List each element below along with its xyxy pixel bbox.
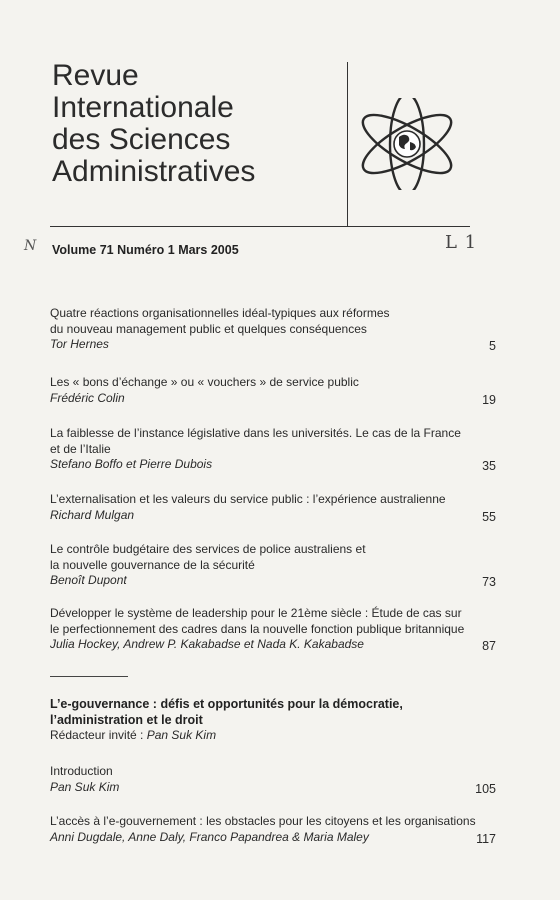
journal-title-line: des Sciences xyxy=(52,123,231,156)
toc-entry[interactable] xyxy=(50,606,496,653)
journal-title-line: Internationale xyxy=(52,91,234,124)
toc-entry-title: Les « bons d’échange » ou « vouchers » de service public xyxy=(50,375,359,389)
toc-entry-page: 117 xyxy=(476,831,496,846)
toc-entry-title: la nouvelle gouvernance de la sécurité xyxy=(50,557,255,572)
section-title: L’e-gouvernance : défis et opportunités pour la démocratie, xyxy=(50,697,403,711)
handwritten-mark-right: L 1 xyxy=(445,232,478,253)
toc-entry[interactable] xyxy=(50,764,496,795)
toc-entry-author: Tor Hernes xyxy=(50,337,109,351)
toc-entry[interactable] xyxy=(50,375,496,406)
toc-entry-title: du nouveau management public et quelques conséquences xyxy=(50,321,367,336)
volume-issue-date: Volume 71 Numéro 1 Mars 2005 xyxy=(52,243,239,257)
toc-entry-page: 105 xyxy=(475,781,496,796)
toc-entry-title: La faiblesse de l’instance législative dans les universités. Le cas de la France xyxy=(50,426,461,440)
toc-entry-title: Introduction xyxy=(50,764,113,778)
handwritten-mark-left: N xyxy=(24,238,37,254)
toc-entry-page: 55 xyxy=(482,509,496,524)
section-separator xyxy=(50,676,128,677)
vertical-divider xyxy=(347,62,348,227)
journal-title xyxy=(52,60,255,188)
toc-entry-author: Pan Suk Kim xyxy=(50,779,120,794)
toc-entry-author: Richard Mulgan xyxy=(50,507,135,522)
toc-entry-page: 5 xyxy=(489,339,496,353)
toc-entry-author: Anni Dugdale, Anne Daly, Franco Papandrea & Maria Maley xyxy=(50,829,369,844)
toc-entry-page: 19 xyxy=(482,392,496,407)
guest-editor-name: Pan Suk Kim xyxy=(146,728,217,742)
horizontal-divider xyxy=(50,226,470,227)
journal-title-line: Revue xyxy=(52,59,139,92)
atom-globe-logo-icon xyxy=(352,98,462,190)
toc-entry[interactable] xyxy=(50,814,496,845)
toc-entry[interactable] xyxy=(50,426,496,473)
journal-title-line: Administratives xyxy=(52,155,256,188)
toc-entry-title: L’externalisation et les valeurs du service public : l’expérience australienne xyxy=(50,492,446,506)
guest-editor-line xyxy=(50,728,470,744)
toc-entry-title: et de l’Italie xyxy=(50,441,111,456)
toc-entry-title: Quatre réactions organisationnelles idéal-typiques aux réformes xyxy=(50,306,390,320)
toc-entry-page: 35 xyxy=(482,459,496,473)
toc-entry-page: 87 xyxy=(482,639,496,653)
toc-entry-author: Benoît Dupont xyxy=(50,573,127,587)
toc-entry-title: le perfectionnement des cadres dans la nouvelle fonction publique britannique xyxy=(50,621,465,636)
toc-entry-page: 73 xyxy=(482,575,496,589)
guest-editor-label: Rédacteur invité : xyxy=(50,728,147,742)
toc-entry-author: Frédéric Colin xyxy=(50,390,125,405)
toc-entry-author: Julia Hockey, Andrew P. Kakabadse et Nada K. Kakabadse xyxy=(50,637,364,651)
section-title: l’administration et le droit xyxy=(50,712,203,727)
toc-entry-title: L’accès à l’e-gouvernement : les obstacles pour les citoyens et les organisations xyxy=(50,814,476,828)
toc-entry-author: Stefano Boffo et Pierre Dubois xyxy=(50,457,213,471)
toc-entry-title: Développer le système de leadership pour le 21ème siècle : Étude de cas sur xyxy=(50,606,462,620)
toc-entry[interactable] xyxy=(50,306,496,353)
toc-entry[interactable] xyxy=(50,542,496,589)
toc-entry-title: Le contrôle budgétaire des services de police australiens et xyxy=(50,542,366,556)
toc-entry[interactable] xyxy=(50,492,496,523)
special-section-header xyxy=(50,697,470,744)
